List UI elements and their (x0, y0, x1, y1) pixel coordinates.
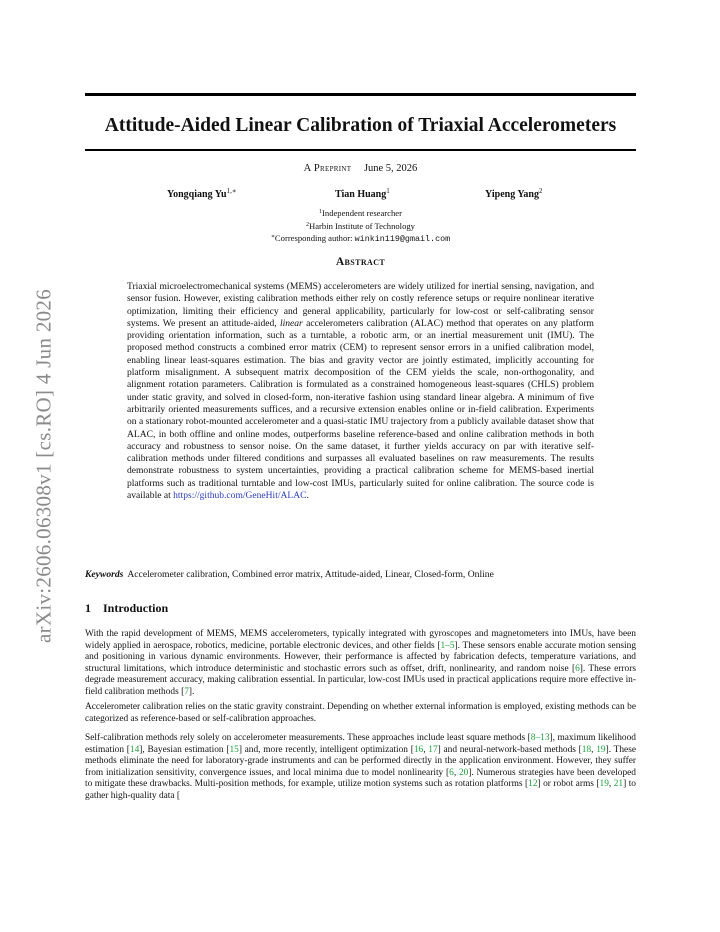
affiliation-text: Independent researcher (322, 208, 402, 218)
corresponding-email[interactable]: winkin119@gmail.com (354, 234, 451, 244)
abstract-text (127, 281, 594, 502)
corresponding-label: Corresponding author: (274, 233, 355, 243)
preprint-line (85, 163, 636, 174)
author-2 (335, 187, 390, 200)
citation-link[interactable]: 19 (599, 779, 609, 790)
citation-link[interactable]: 21 (613, 779, 624, 790)
keywords-label: Keywords (85, 569, 124, 580)
author-name: Tian Huang (335, 189, 387, 200)
author-name: Yongqiang Yu (167, 189, 227, 200)
affiliation-sup: 1 (319, 209, 323, 215)
text-run: ] and neural-network-based methods [ (437, 744, 582, 755)
text-run: ]. These sensors enable accurate motion sensing and positioning in various dynamic environments. However, their performance is affected by fabrication defects, temperature variations, and structural limitations, which introduce deterministic and stochastic errors such as offset, drift, nonlinearity, and random noise [ (85, 640, 637, 674)
citation-link[interactable]: 12 (528, 779, 538, 790)
citation-link[interactable]: 8–13 (530, 733, 550, 743)
affiliation-2 (85, 220, 636, 233)
arxiv-side-stamp: arXiv:2606.06308v1 [cs.RO] 4 Jun 2026 (31, 288, 56, 644)
author-sup: 1,∗ (226, 187, 237, 195)
corresponding-author (85, 232, 636, 246)
text-run: , (608, 779, 614, 790)
intro-paragraph-2: Accelerometer calibration relies on the static gravity constraint. Depending on whether external information is employed, existing methods can be categorized as reference-based or self-calibration approaches. (85, 702, 636, 724)
affiliation-1 (85, 207, 636, 220)
abstract-emphasis: linear (279, 317, 303, 329)
keywords-line (85, 569, 636, 580)
text-run: ] and, more recently, intelligent optimization [ (238, 744, 414, 755)
author-sup: 1 (386, 187, 390, 195)
citation-link[interactable]: 1–5 (440, 640, 455, 651)
author-name: Yipeng Yang (485, 189, 539, 200)
title-bottom-rule (85, 149, 636, 151)
affiliation-sup: 2 (306, 221, 310, 228)
abstract-part: accelerometers calibration (ALAC) method that operates on any platform providing orientation information, such as a turntable, a robotic arm, or an inertial measurement unit (IMU). The proposed method constructs a combined error matrix (CEM) to represent sensor errors in a unified calibration model, enabling linear least-squares estimation. The bias and gravity vector are jointly estimated, implicitly accounting for platform misalignment. A subsequent matrix decomposition of the CEM yields the scale, non-orthogonality, and alignment rotation parameters. Calibration is formulated as a constrained homogeneous least-squares (CHLS) problem under static gravity, and solved in closed-form, non-iterative fashion using standard linear algebra. A minimum of five arbitrarily oriented measurements suffices, and a recursive extension enables online or in-field calibration. Experiments on a stationary robot-mounted accelerometer and a quasi-static IMU trajectory from a publicly available dataset show that ALAC, in both offline and online modes, outperforms baseline reference-based and online calibration methods in both accuracy and robustness to sensor noise. On the same dataset, it further yields accuracy on par with iterative self-calibration methods under filtered conditions and surpasses all evaluated baselines on raw measurements. The results demonstrate robustness to system uncertainties, providing a practical calibration scheme for MEMS-based inertial platforms such as traditional turntable and low-cost IMUs, particularly suited for online calibration. The source code is available at (127, 317, 594, 502)
text-run: ]. Numerous strategies have been developed to mitigate these drawbacks. Multi-position methods, for example, utilize motion systems such as rotation platforms [ (85, 767, 636, 790)
text-run: ], maximum likelihood estimation [ (85, 733, 636, 755)
abstract-end: . (306, 490, 309, 502)
text-run: , (423, 744, 429, 755)
text-run: Self-calibration methods rely solely on accelerometer measurements. These approaches include least square methods [ (85, 733, 531, 743)
text-run: , (591, 744, 597, 755)
citation-link[interactable]: 15 (229, 744, 239, 755)
preprint-date: June 5, 2026 (363, 163, 418, 174)
paper-title: Attitude-Aided Linear Calibration of Triaxial Accelerometers (104, 115, 617, 136)
corresponding-sup: ∗ (270, 234, 275, 240)
author-sup: 2 (539, 187, 543, 195)
citation-link[interactable]: 6 (449, 767, 454, 778)
citation-link[interactable]: 19 (596, 744, 606, 755)
title-top-rule (85, 93, 636, 96)
affiliation-text: Harbin Institute of Technology (309, 220, 415, 231)
text-run: ]. These errors degrade measurement accuracy, making calibration essential. In particular, low-cost IMUs used in practical applications require more effective in-field calibration methods [ (85, 663, 636, 697)
citation-link[interactable]: 20 (458, 767, 469, 778)
section-number: 1 (85, 601, 91, 615)
author-3 (485, 187, 543, 200)
author-1 (167, 187, 237, 200)
text-run: ] to gather high-quality data [ (85, 779, 636, 801)
section-title: Introduction (103, 601, 169, 615)
citation-link[interactable]: 14 (129, 744, 140, 755)
source-code-link[interactable]: https://github.com/GeneHit/ALAC (173, 490, 307, 502)
citation-link[interactable]: 7 (184, 686, 189, 697)
intro-paragraph-3 (85, 733, 636, 802)
preprint-label: A Preprint (303, 163, 352, 174)
abstract-heading: Abstract (335, 256, 386, 268)
text-run: ] or robot arms [ (537, 779, 600, 790)
citation-link[interactable]: 16 (413, 744, 424, 755)
intro-paragraph-1 (85, 629, 636, 698)
citation-link[interactable]: 17 (428, 744, 438, 755)
text-run: ], Bayesian estimation [ (139, 744, 230, 755)
text-run: , (453, 767, 459, 778)
author-list (85, 187, 636, 203)
citation-link[interactable]: 6 (575, 663, 580, 674)
citation-link[interactable]: 18 (581, 744, 592, 755)
keywords-text: Accelerometer calibration, Combined error matrix, Attitude-aided, Linear, Closed-form, Online (127, 569, 494, 580)
text-run: With the rapid development of MEMS, MEMS accelerometers, typically integrated with gyroscopes and magnetometers into IMUs, have been widely applied in aerospace, robotics, medicine, portable electronic devices, and other fields [ (85, 629, 636, 651)
text-run: ]. These methods eliminate the need for laboratory-grade instruments and can be performed directly in the application environment. However, they suffer from initialization sensitivity, convergence issues, and local minima due to model nonlinearity [ (85, 744, 637, 778)
text-run: ]. (188, 686, 195, 697)
affiliations (85, 207, 636, 246)
abstract-part: Triaxial microelectromechanical systems (MEMS) accelerometers are widely utilized for inertial sensing, navigation, and sensor fusion. However, existing calibration methods either rely on costly reference setups or require nonlinear iterative optimization, limiting their efficiency and general applicability, particularly for low-cost or self-calibrating sensor systems. We present an attitude-aided, (127, 281, 594, 329)
section-heading (85, 601, 168, 616)
